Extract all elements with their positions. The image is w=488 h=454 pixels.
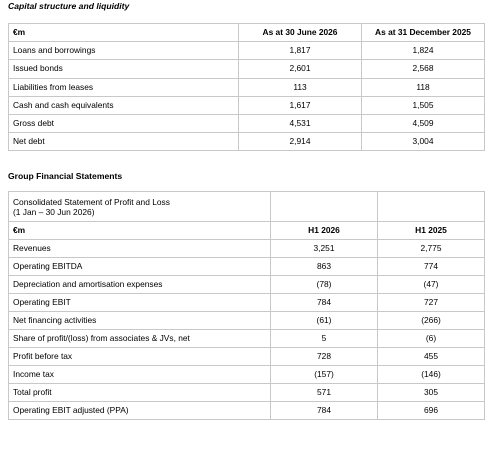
row-value-2: 455 xyxy=(378,348,485,366)
statement-description xyxy=(9,192,271,222)
row-value-1: 863 xyxy=(271,258,378,276)
statement-period: (1 Jan – 30 Jun 2026) xyxy=(13,207,95,217)
table-row xyxy=(9,78,485,96)
header-col-h1-2025: H1 2025 xyxy=(378,222,485,240)
row-value-1: (157) xyxy=(271,366,378,384)
table-row xyxy=(9,312,485,330)
row-label: Issued bonds xyxy=(9,60,239,78)
table-row xyxy=(9,276,485,294)
row-value-1: 728 xyxy=(271,348,378,366)
table-header-row xyxy=(9,24,485,42)
row-value-2: 2,568 xyxy=(362,60,485,78)
row-label: Liabilities from leases xyxy=(9,78,239,96)
row-value-1: 113 xyxy=(239,78,362,96)
row-value-2: 3,004 xyxy=(362,133,485,151)
row-value-2: 118 xyxy=(362,78,485,96)
row-value-2: 2,775 xyxy=(378,240,485,258)
row-value-1: 784 xyxy=(271,402,378,420)
row-value-2: 696 xyxy=(378,402,485,420)
row-value-2: (47) xyxy=(378,276,485,294)
statement-description-row xyxy=(9,192,485,222)
empty-cell xyxy=(271,192,378,222)
row-label: Net debt xyxy=(9,133,239,151)
row-label: Loans and borrowings xyxy=(9,42,239,60)
table-row xyxy=(9,42,485,60)
header-col-dec-2025: As at 31 December 2025 xyxy=(362,24,485,42)
table-row xyxy=(9,133,485,151)
row-value-1: 2,914 xyxy=(239,133,362,151)
empty-cell xyxy=(378,192,485,222)
profit-loss-table xyxy=(8,191,485,420)
row-value-1: (61) xyxy=(271,312,378,330)
header-col-june-2026: As at 30 June 2026 xyxy=(239,24,362,42)
row-label: Operating EBITDA xyxy=(9,258,271,276)
row-label: Revenues xyxy=(9,240,271,258)
header-unit: €m xyxy=(9,222,271,240)
row-label: Income tax xyxy=(9,366,271,384)
header-unit: €m xyxy=(9,24,239,42)
row-label: Operating EBIT adjusted (PPA) xyxy=(9,402,271,420)
row-value-1: 3,251 xyxy=(271,240,378,258)
table-row xyxy=(9,258,485,276)
row-value-2: (146) xyxy=(378,366,485,384)
table-header-row xyxy=(9,222,485,240)
row-value-2: (266) xyxy=(378,312,485,330)
header-col-h1-2026: H1 2026 xyxy=(271,222,378,240)
row-value-2: 774 xyxy=(378,258,485,276)
group-statements-title: Group Financial Statements xyxy=(8,171,123,181)
row-value-2: (6) xyxy=(378,330,485,348)
table-row xyxy=(9,330,485,348)
row-value-1: 1,617 xyxy=(239,96,362,114)
row-value-1: 784 xyxy=(271,294,378,312)
row-value-1: (78) xyxy=(271,276,378,294)
statement-name: Consolidated Statement of Profit and Loss xyxy=(13,197,170,207)
capital-structure-table xyxy=(8,23,485,151)
row-label: Net financing activities xyxy=(9,312,271,330)
row-label: Cash and cash equivalents xyxy=(9,96,239,114)
table-row xyxy=(9,384,485,402)
table-row xyxy=(9,366,485,384)
row-value-1: 4,531 xyxy=(239,115,362,133)
table-row xyxy=(9,96,485,114)
row-value-1: 1,817 xyxy=(239,42,362,60)
row-value-2: 4,509 xyxy=(362,115,485,133)
row-label: Depreciation and amortisation expenses xyxy=(9,276,271,294)
row-label: Gross debt xyxy=(9,115,239,133)
table-row xyxy=(9,294,485,312)
table-row xyxy=(9,348,485,366)
row-value-1: 2,601 xyxy=(239,60,362,78)
table-row xyxy=(9,402,485,420)
table-row xyxy=(9,115,485,133)
row-value-1: 571 xyxy=(271,384,378,402)
row-label: Total profit xyxy=(9,384,271,402)
row-label: Share of profit/(loss) from associates & JVs, net xyxy=(9,330,271,348)
row-value-2: 305 xyxy=(378,384,485,402)
row-value-1: 5 xyxy=(271,330,378,348)
row-label: Profit before tax xyxy=(9,348,271,366)
row-value-2: 727 xyxy=(378,294,485,312)
table-row xyxy=(9,240,485,258)
table-row xyxy=(9,60,485,78)
row-value-2: 1,824 xyxy=(362,42,485,60)
row-value-2: 1,505 xyxy=(362,96,485,114)
capital-structure-title: Capital structure and liquidity xyxy=(8,1,130,11)
row-label: Operating EBIT xyxy=(9,294,271,312)
